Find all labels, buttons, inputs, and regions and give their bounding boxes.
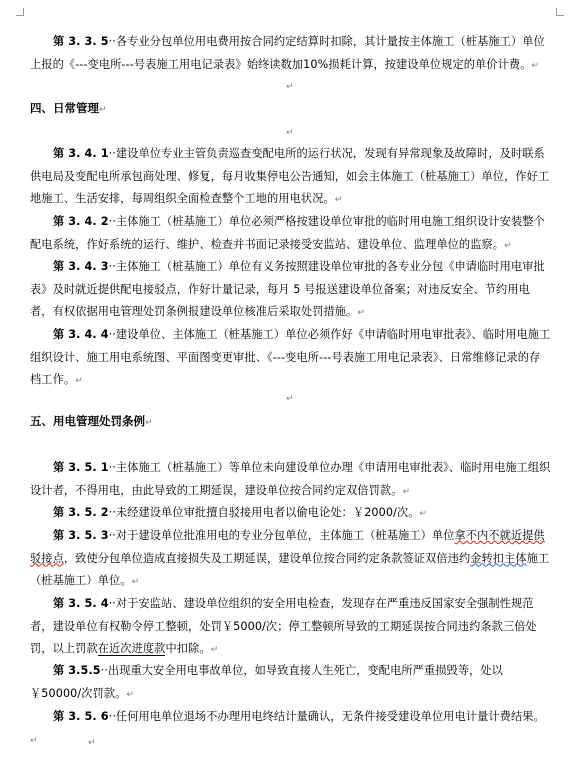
- clause-text: ··主体施工（桩基施工）等单位未向建设单位办理《申请用电审批表》、临时用电施工组织设计者，不得用电，由此导致的工期延误，建设单位按合同约定双倍罚款。: [30, 461, 551, 497]
- clause-text: ··主体施工（桩基施工）单位有义务按照建设单位审批的各专业分包《申请临时用电审批表》及时就近提供配电接驳点，作好计量记录，每月 5 号报送建设单位备案；对违反安全、节约用电者，有权依据用电管理处罚条例报建设单位核准后采取处罚措施。: [30, 260, 545, 318]
- clause-text: ··建设单位、主体施工（桩基施工）单位必须作好《申请临时用电审批表》、临时用电施工组织设计、施工用电系统图、平面图变更审批、《---变电所---号表施工用电记录表》、日常维修记录的存档工作。: [30, 328, 551, 386]
- clause-3-4-4: [30, 324, 551, 393]
- section-heading-daily-management: 四、日常管理↵: [30, 101, 107, 115]
- clause-number: 第 3. 4. 2: [52, 215, 109, 228]
- clause-3-4-2: [30, 211, 551, 257]
- clause-number: 第 3. 4. 1: [52, 147, 109, 160]
- clause-3-3-5: [30, 31, 551, 77]
- clause-3-5-1: [30, 457, 551, 503]
- paragraph-mark-icon: ↵: [286, 82, 294, 92]
- paragraph-mark-icon: ↵: [88, 738, 96, 748]
- paragraph-mark-icon: ↵: [30, 735, 38, 746]
- paragraph-mark-icon: ↵: [357, 308, 365, 318]
- paragraph-mark-icon: ↵: [131, 577, 140, 587]
- clause-3-4-3: [30, 256, 551, 325]
- clause-3-5-4: 第 3. 5. 4··对于安监站、建设单位组织的安全用电检查，发现存在严重违反国家安全强制性规范者，建设单位有权勒令停工整顿，处罚￥5000/次；停工整顿所导致的工期延误按合同违约条款三倍处罚，以上罚款在近次进度款中扣除。↵: [30, 597, 537, 655]
- underlined-text: 在近次进度款: [97, 642, 166, 655]
- paragraph-mark-icon: ↵: [531, 60, 540, 71]
- clause-number: 第 3. 5. 1: [52, 461, 109, 474]
- clause-3-5-6: [30, 706, 551, 752]
- paragraph-mark-icon: ↵: [286, 128, 294, 138]
- paragraph-mark-icon: ↵: [145, 418, 153, 428]
- clause-3-5-2: [30, 502, 551, 526]
- paragraph-mark-icon: ↵: [126, 689, 135, 700]
- clause-number: 第 3. 4. 3: [52, 260, 109, 273]
- clause-number: 第 3. 4. 4: [52, 328, 109, 341]
- page-corner-mark: [16, 8, 24, 16]
- section-heading-penalty-rules: 五、用电管理处罚条例↵: [30, 414, 153, 428]
- clause-number: 第 3. 5. 3: [52, 529, 109, 542]
- paragraph-mark-icon: ↵: [504, 240, 512, 251]
- paragraph-mark-icon: ↵: [99, 105, 107, 115]
- paragraph-mark-icon: ↵: [75, 376, 83, 386]
- spellcheck-flagged-text: 拿不内不就近提供驳接点: [30, 529, 545, 565]
- grammar-flagged-text: 金转扣主体: [470, 551, 527, 565]
- clause-number: 第 3. 5. 6: [52, 710, 109, 723]
- paragraph-mark-icon: ↵: [419, 509, 428, 519]
- clause-text: ··建设单位专业主管负责巡查变配电所的运行状况，发现有异常现象及故障时，及时联系供电局及变配电所承包商处理、修复，每月收集停电公告通知，如会主体施工（桩基施工）单位，作好工地施工、生活安排，每周组织全面检查整个工地的用电状况。: [30, 147, 550, 205]
- paragraph-mark-icon: ↵: [286, 394, 294, 404]
- clause-number: 第 3. 3. 5: [52, 35, 109, 48]
- paragraph-mark-icon: ↵: [210, 645, 219, 655]
- clause-3-5-3: 第 3. 5. 3··对于建设单位批准用电的专业分包单位，主体施工（桩基施工）单位拿不内不就近提供驳接点，致使分包单位造成直接损失及工期延误，建设单位按合同约定条款签证双倍违约金转扣主体施工（桩基施工）单位。↵: [30, 529, 550, 587]
- clause-3-4-1: [30, 143, 551, 212]
- clause-number: 第 3.5.5: [52, 664, 101, 677]
- clause-text: ··未经建设单位审批擅自驳接用电者以偷电论处：￥2000/次。: [108, 506, 420, 519]
- page-corner-mark: [556, 8, 564, 16]
- clause-number: 第 3. 5. 4: [52, 597, 109, 610]
- clause-text: ··各专业分包单位用电费用按合同约定结算时扣除，其计量按主体施工（桩基施工）单位上报的《---变电所---号表施工用电记录表》始终读数加10%损耗计算，按建设单位规定的单价计费。: [30, 35, 545, 71]
- clause-text: ··主体施工（桩基施工）单位必须严格按建设单位审批的临时用电施工组织设计安装整个配电系统，作好系统的运行、维护、检查并书面记录接受安监站、建设单位、监理单位的监察。: [30, 215, 545, 251]
- paragraph-mark-icon: ↵: [334, 195, 343, 205]
- paragraph-mark-icon: ↵: [402, 486, 411, 497]
- clause-text: ··任何用电单位退场不办理用电终结计量确认，无条件接受建设单位用电计量计费结果。: [108, 710, 545, 723]
- clause-text: ··出现重大安全用电事故单位，如导致直接人生死亡，变配电所严重损毁等，处以￥50000/次罚款。: [30, 664, 503, 700]
- clause-number: 第 3. 5. 2: [52, 506, 109, 519]
- clause-3-5-5: [30, 660, 551, 706]
